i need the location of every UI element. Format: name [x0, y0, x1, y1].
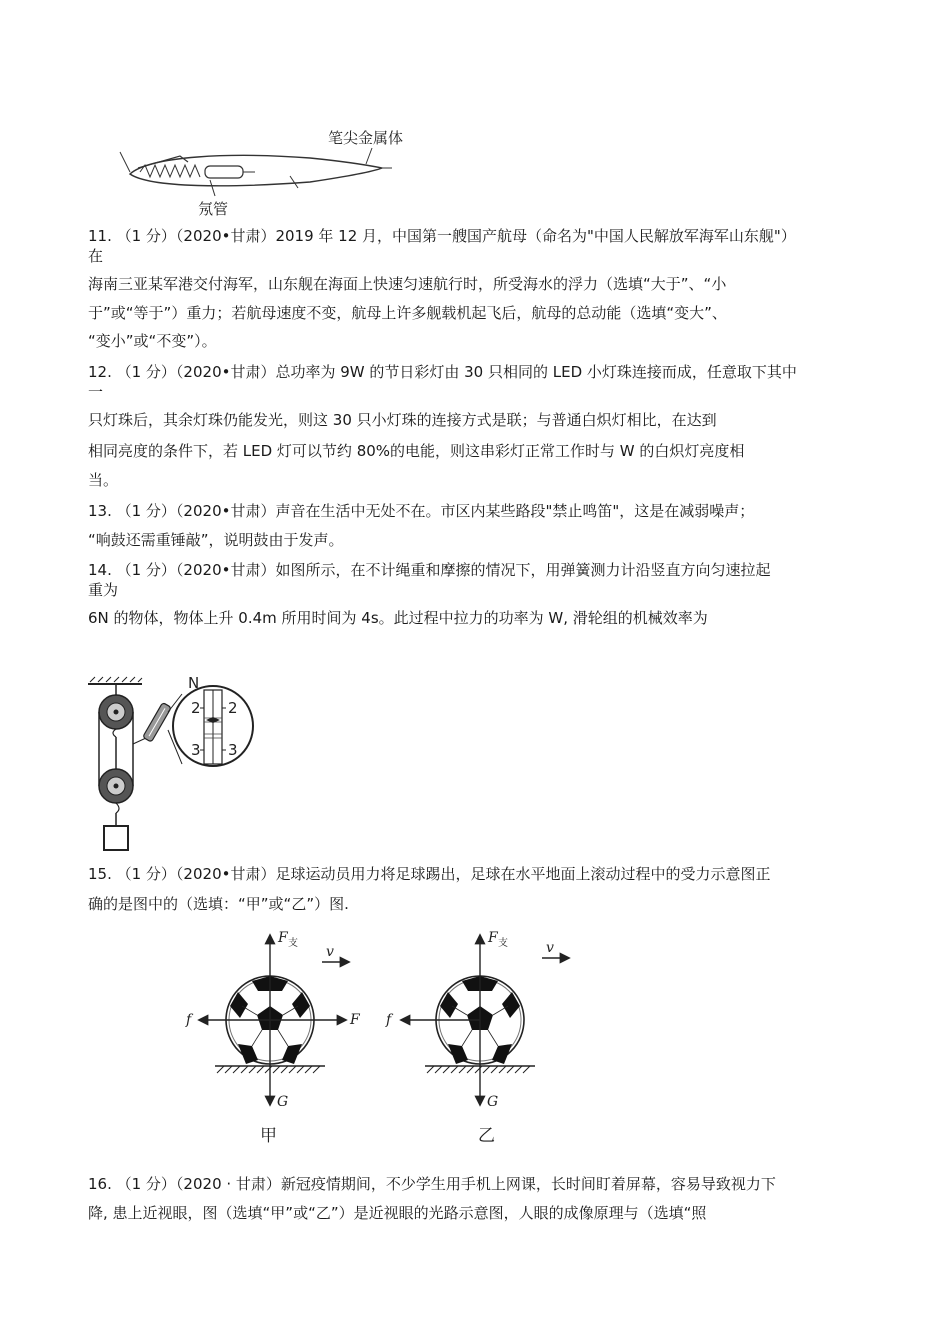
velocity-label-yi: v [546, 940, 554, 956]
scale-mark-3-right: 3 [228, 741, 238, 759]
support-force-sub-jia: 支 [288, 938, 298, 949]
q16-line-1: 16. （1 分）（2020 · 甘肃）新冠疫情期间，不少学生用手机上网课，长时间盯着屏幕，容易导致视力下 [88, 1175, 776, 1193]
q15-line-1: 15. （1 分）（2020•甘肃）足球运动员用力将足球踢出，足球在水平地面上滚动过程中的受力示意图正 [88, 865, 771, 883]
test-pen-figure [110, 122, 430, 222]
support-force-label-yi: F [488, 930, 498, 946]
q11-line-4: 于”或“等于”）重力；若航母速度不变，航母上许多舰载机起飞后，航母的总动能（选填“变大”、 [88, 304, 727, 322]
friction-label-yi: f [386, 1012, 392, 1028]
support-force-sub-yi: 支 [498, 938, 508, 949]
q12-line-4: 相同亮度的条件下，若 LED 灯可以节约 80%的电能，则这串彩灯正常工作时与 W 的白炽灯亮度相 [88, 442, 745, 460]
pulley-figure [86, 674, 256, 854]
scale-mark-2-right: 2 [228, 699, 238, 717]
velocity-label-jia: v [326, 944, 334, 960]
q14-line-2: 重为 [88, 581, 119, 599]
neon-tube-label: 氖管 [198, 200, 229, 218]
q11-line-2: 在 [88, 247, 104, 265]
gravity-label-jia: G [277, 1094, 289, 1110]
caption-jia: 甲 [260, 1126, 277, 1146]
q14-line-1: 14. （1 分）（2020•甘肃）如图所示，在不计绳重和摩擦的情况下，用弹簧测力计沿竖直方向匀速拉起 [88, 561, 771, 579]
q12-line-1: 12. （1 分）（2020•甘肃）总功率为 9W 的节日彩灯由 30 只相同的 LED 小灯珠连接而成，任意取下其中 [88, 363, 797, 381]
q13-line-2: “响鼓还需重锤敲”，说明鼓由于发声。 [88, 531, 344, 549]
q13-line-1: 13. （1 分）（2020•甘肃）声音在生活中无处不在。市区内某些路段"禁止鸣笛"，这是在减弱噪声； [88, 502, 755, 520]
q14-line-3: 6N 的物体，物体上升 0.4m 所用时间为 4s。此过程中拉力的功率为 W, 滑轮组的机械效率为 [88, 609, 708, 627]
diagram-jia [185, 930, 361, 1146]
q16-line-2: 降, 患上近视眼，图（选填“甲”或“乙”）是近视眼的光路示意图，人眼的成像原理与（选填“照 [88, 1204, 707, 1222]
newton-unit-label: N [188, 674, 200, 692]
friction-label-jia: f [186, 1012, 192, 1028]
q12-line-2: 一 [88, 383, 104, 401]
scale-mark-2-left: 2 [191, 699, 201, 717]
caption-yi: 乙 [478, 1126, 495, 1146]
q11-line-5: “变小”或“不变”）。 [88, 332, 217, 350]
football-force-figure [180, 926, 600, 1151]
diagram-yi [385, 930, 568, 1146]
pen-tip-label: 笔尖金属体 [328, 129, 404, 147]
scale-mark-3-left: 3 [191, 741, 201, 759]
q12-line-3: 只灯珠后，其余灯珠仍能发光，则这 30 只小灯珠的连接方式是联；与普通白炽灯相比，在达到 [88, 411, 717, 429]
q15-line-2: 确的是图中的（选填：“甲”或“乙”）图. [88, 895, 349, 913]
q11-line-3: 海南三亚某军港交付海军，山东舰在海面上快速匀速航行时，所受海水的浮力（选填“大于”、“小 [88, 275, 727, 293]
gravity-label-yi: G [487, 1094, 499, 1110]
q11-line-1: 11. （1 分）（2020•甘肃）2019 年 12 月，中国第一艘国产航母（命名为"中国人民解放军海军山东舰"） [88, 227, 796, 245]
applied-force-label-jia: F [350, 1012, 360, 1028]
support-force-label-jia: F [278, 930, 288, 946]
q12-line-5: 当。 [88, 471, 119, 489]
